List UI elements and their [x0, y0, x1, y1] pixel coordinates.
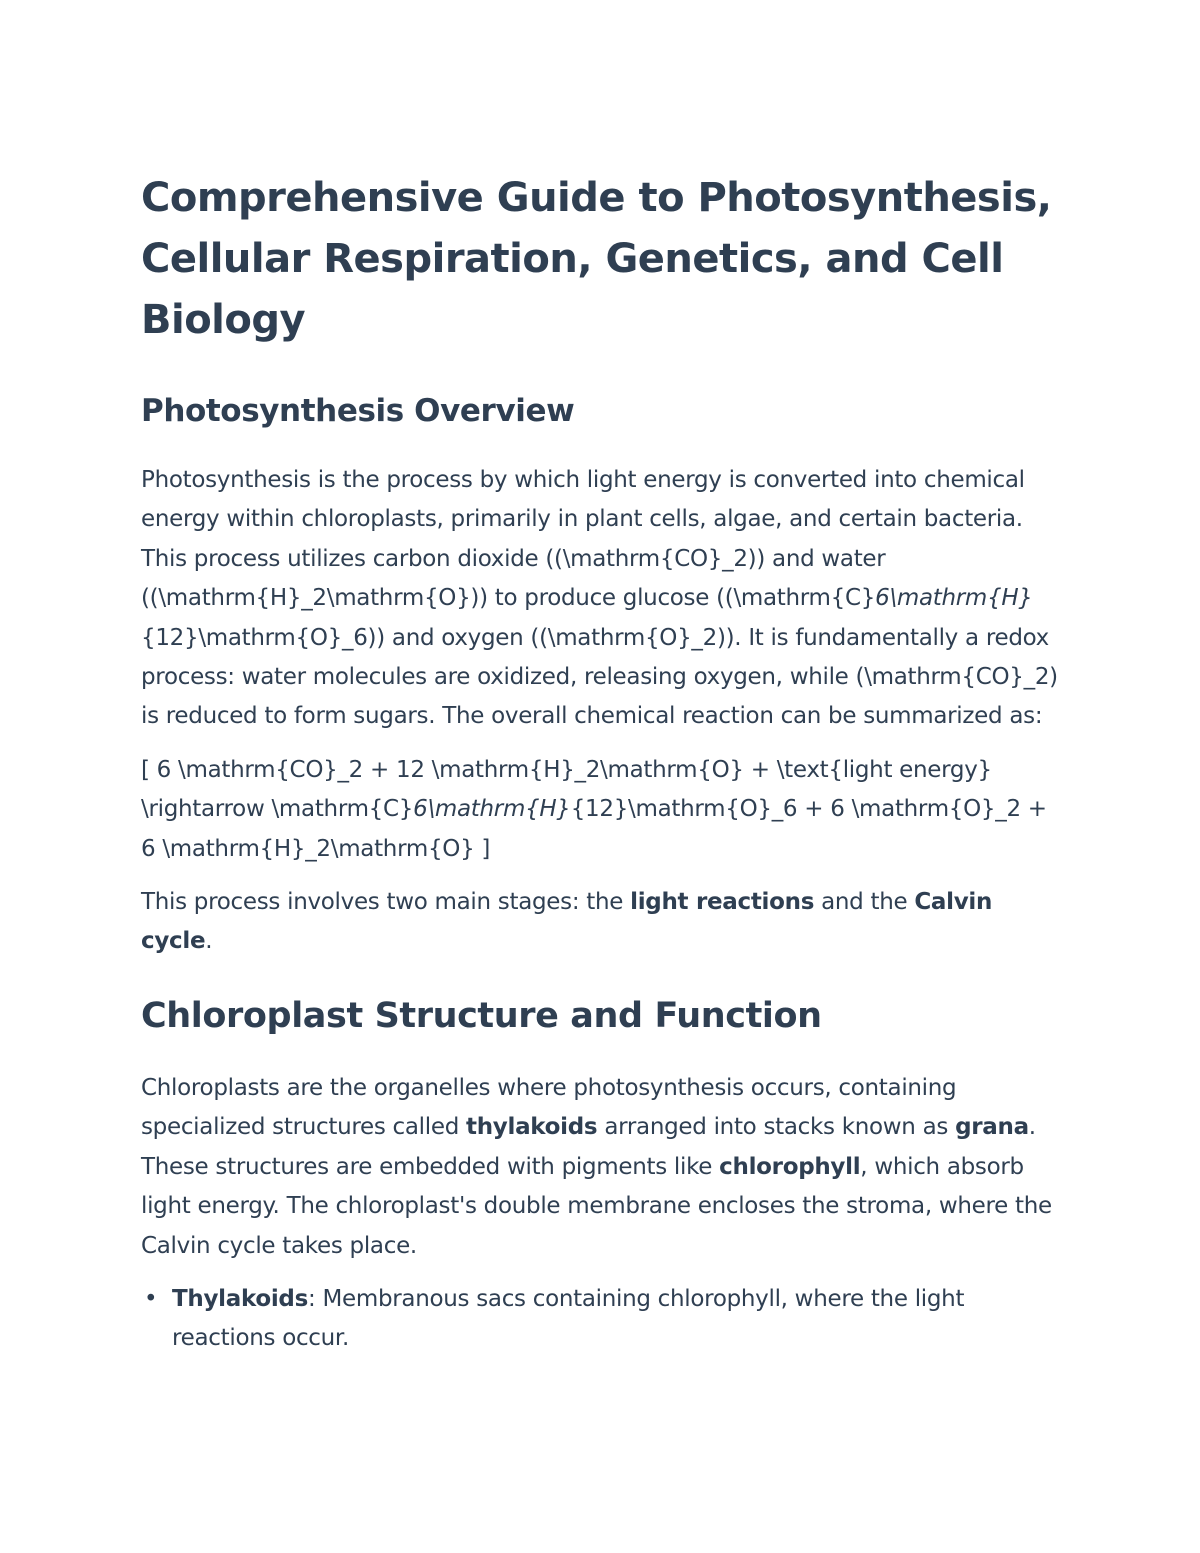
equation-text: [ 6 \mathrm{CO}_2 + 12 \mathrm{H}_2\mathrm{O} + \text{light energy} \rightarrow \mathrm{C} — [141, 756, 992, 823]
paragraph-text: . — [205, 928, 213, 955]
document-title: Comprehensive Guide to Photosynthesis, Cellular Respiration, Genetics, and Cell Biology — [141, 175, 1052, 343]
paragraph-text: Chloroplasts are the organelles where photosynthesis occurs, containing specialized structures called — [141, 1074, 957, 1141]
list-item — [141, 1280, 1061, 1359]
bold-term-calvin-cycle: Calvin cycle — [141, 889, 993, 955]
bold-term-light-reactions: light reactions — [630, 889, 815, 916]
paragraph-chloroplast — [141, 1069, 1061, 1266]
paragraph-photosynthesis-intro — [141, 461, 1061, 737]
paragraph-text: arranged into stacks known as — [597, 1114, 956, 1141]
bullet-icon: • — [144, 1285, 158, 1312]
bullet-list — [141, 1280, 1061, 1359]
equation-text: {12}\mathrm{O}_6 + 6 \mathrm{O}_2 + 6 \mathrm{H}_2\mathrm{O} ] — [141, 796, 1047, 862]
section-heading-chloroplast: Chloroplast Structure and Function — [141, 995, 822, 1036]
italic-fragment: 6\mathrm{H} — [413, 796, 571, 823]
paragraph-text: , which absorb light energy. The chloroplast's double membrane encloses the stroma, where the Calvin cycle takes place. — [141, 1153, 1052, 1259]
list-item-term: Thylakoids — [172, 1285, 308, 1312]
paragraph-two-stages — [141, 883, 1061, 962]
list-item-text: : Membranous sacs containing chlorophyll, where the light reactions occur. — [172, 1285, 965, 1352]
section-heading-photosynthesis-overview: Photosynthesis Overview — [141, 393, 575, 429]
paragraph-text: Photosynthesis is the process by which light energy is converted into chemical energy within chloroplasts, primarily in plant cells, algae, and certain bacteria. This process utilizes carbon dioxide ((\mathrm{CO}_2)) and water ((\mathrm{H}_2\mathrm{O})) to produce glucose ((\mathrm{C} — [141, 467, 1025, 612]
bold-term-thylakoids: thylakoids — [466, 1114, 598, 1141]
paragraph-text: {12}\mathrm{O}_6)) and oxygen ((\mathrm{O}_2)). It is fundamentally a redox process: water molecules are oxidized, releasing oxygen, while (\mathrm{CO}_2) is reduced to form sugars. The overall chemical reaction can be summarized as: — [141, 624, 1058, 730]
paragraph-text: and the — [814, 889, 915, 916]
bold-term-chlorophyll: chlorophyll — [719, 1153, 861, 1180]
italic-fragment: 6\mathrm{H} — [875, 585, 1033, 612]
paragraph-text: . These structures are embedded with pigments like — [141, 1114, 1036, 1180]
document-page — [141, 168, 1061, 1359]
equation-line — [141, 751, 1061, 869]
paragraph-text: This process involves two main stages: the — [141, 889, 631, 916]
bold-term-grana: grana — [955, 1114, 1029, 1141]
